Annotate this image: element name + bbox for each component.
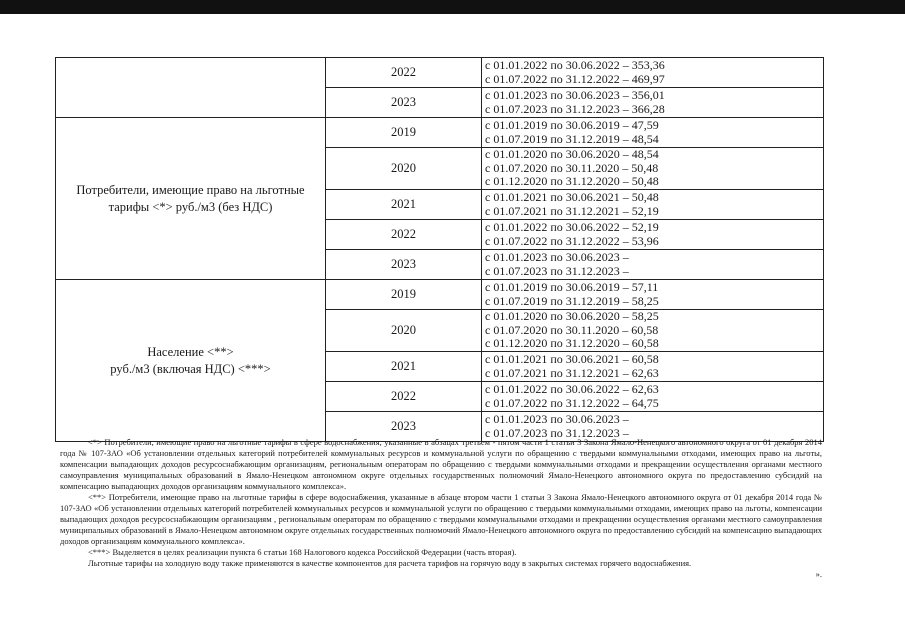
category-label-line: Население <**> [147, 344, 234, 359]
tariff-period-line: с 01.01.2019 по 30.06.2019 – 57,11 [485, 281, 659, 295]
tariff-periods-cell [482, 352, 824, 382]
category-cell [56, 118, 326, 280]
year-cell: 2022 [326, 58, 482, 88]
category-label-line: Потребители, имеющие право на льготные [76, 182, 305, 197]
tariff-period-line: с 01.01.2019 по 30.06.2019 – 47,59 [485, 119, 659, 133]
tariff-period-line: с 01.01.2022 по 30.06.2022 – 62,63 [485, 383, 659, 397]
tariff-period-line: с 01.07.2022 по 31.12.2022 – 64,75 [485, 396, 659, 410]
tariff-period-line: с 01.07.2020 по 30.11.2020 – 60,58 [485, 323, 659, 337]
tariff-period-line: с 01.01.2021 по 30.06.2021 – 50,48 [485, 191, 659, 205]
tariff-period-line: с 01.07.2019 по 31.12.2019 – 58,25 [485, 294, 659, 308]
tariff-period-line: с 01.01.2023 по 30.06.2023 – [485, 413, 629, 427]
year-cell: 2020 [326, 148, 482, 190]
tariff-period-line: с 01.12.2020 по 31.12.2020 – 60,58 [485, 337, 659, 351]
footnote-4: Льготные тарифы на холодную воду также применяются в качестве компонентов для расчета тарифов на горячую воду в закрытых системах горячего водоснабжения. [88, 558, 692, 568]
tariff-period-line: с 01.07.2022 по 31.12.2022 – 469,97 [485, 72, 665, 86]
tariff-periods-cell [482, 250, 824, 280]
year-cell: 2023 [326, 250, 482, 280]
tariff-period-line: с 01.01.2022 по 30.06.2022 – 353,36 [485, 59, 665, 73]
category-label-line: тарифы <*> руб./м3 (без НДС) [108, 199, 273, 214]
tariff-periods-cell [482, 220, 824, 250]
tariff-period-line: с 01.12.2020 по 31.12.2020 – 50,48 [485, 175, 659, 189]
category-cell [56, 58, 326, 118]
footnote-1: <*> Потребители, имеющие право на льготные тарифы в сфере водоснабжения, указанные в абзацах третьем - пятом части 1 статьи 3 Закона Ямало-Ненецкого автономного округа от 01 декабря 2014 года № 107-ЗАО «Об установлении отдельных категорий потребителей коммунальных ресурсов и коммунальной услуги по обращению с твердыми коммунальными отходами, имеющих право на льготы, компенсации выпадающих доходов ресурсоснабжающим организациям, региональным операторам по обращению с твердыми коммунальными отходами и прекращении осуществления органами местного самоуправления муниципальных образований в Ямало-Ненецком автономном округе отдельных государственных полномочий Ямало-Ненецкого автономного округа по предоставлению субсидий на компенсацию выпадающих доходов организациям коммунального комплекса». [60, 437, 822, 491]
tariff-periods-cell [482, 382, 824, 412]
tariff-period-line: с 01.07.2023 по 31.12.2023 – [485, 426, 629, 440]
year-cell: 2019 [326, 280, 482, 310]
year-cell: 2021 [326, 190, 482, 220]
tariff-periods-cell [482, 88, 824, 118]
category-label-line: руб./м3 (включая НДС) <***> [110, 361, 271, 376]
tariff-table [55, 57, 824, 442]
category-cell [56, 280, 326, 442]
tariff-period-line: с 01.01.2022 по 30.06.2022 – 52,19 [485, 221, 659, 235]
year-cell: 2023 [326, 88, 482, 118]
tariff-periods-cell [482, 58, 824, 88]
table-row [56, 58, 824, 88]
tariff-period-line: с 01.01.2023 по 30.06.2023 – 356,01 [485, 89, 665, 103]
year-cell: 2022 [326, 220, 482, 250]
year-cell: 2019 [326, 118, 482, 148]
year-cell: 2021 [326, 352, 482, 382]
scan-top-border [0, 0, 905, 14]
tariff-period-line: с 01.07.2023 по 31.12.2023 – 366,28 [485, 102, 665, 116]
tariff-period-line: с 01.07.2023 по 31.12.2023 – [485, 264, 629, 278]
tariff-period-line: с 01.07.2020 по 30.11.2020 – 50,48 [485, 161, 659, 175]
tariff-periods-cell [482, 118, 824, 148]
tariff-period-line: с 01.01.2020 по 30.06.2020 – 48,54 [485, 148, 659, 162]
tariff-period-line: с 01.07.2019 по 31.12.2019 – 48,54 [485, 132, 659, 146]
footnote-2: <**> Потребители, имеющие право на льготные тарифы в сфере водоснабжения, указанные в абзаце втором части 1 статьи 3 Закона Ямало-Ненецкого автономного округа от 01 декабря 2014 года № 107-ЗАО «Об установлении отдельных категорий потребителей коммунальных ресурсов и коммунальной услуги по обращению с твердыми коммунальными отходами, имеющих право на льготы, компенсации выпадающих доходов ресурсоснабжающим организациям , региональным операторам по обращению с твердыми коммунальными отходами и прекращении осуществления органами местного самоуправления муниципальных образований в Ямало-Ненецком автономном округе отдельных государственных полномочий Ямало-Ненецкого автономного округа по предоставлению субсидий на компенсацию выпадающих доходов организациям коммунального комплекса». [60, 492, 822, 546]
table-row [56, 118, 824, 148]
tariff-periods-cell [482, 310, 824, 352]
tariff-period-line: с 01.07.2022 по 31.12.2022 – 53,96 [485, 234, 659, 248]
footnote-3: <***> Выделяется в целях реализации пункта 6 статьи 168 Налогового кодекса Российской Федерации (часть вторая). [88, 547, 517, 557]
tariff-period-line: с 01.07.2021 по 31.12.2021 – 52,19 [485, 204, 659, 218]
tariff-period-line: с 01.01.2021 по 30.06.2021 – 60,58 [485, 353, 659, 367]
year-cell: 2020 [326, 310, 482, 352]
scan-top-gap [0, 14, 905, 18]
year-cell: 2023 [326, 412, 482, 442]
table-row [56, 280, 824, 310]
tariff-period-line: с 01.07.2021 по 31.12.2021 – 62,63 [485, 366, 659, 380]
tariff-period-line: с 01.01.2023 по 30.06.2023 – [485, 251, 629, 265]
year-cell: 2022 [326, 382, 482, 412]
tariff-periods-cell [482, 148, 824, 190]
tariff-periods-cell [482, 280, 824, 310]
tariff-periods-cell [482, 190, 824, 220]
closing-mark: ». [815, 569, 822, 579]
tariff-period-line: с 01.01.2020 по 30.06.2020 – 58,25 [485, 310, 659, 324]
footnotes [60, 437, 822, 580]
